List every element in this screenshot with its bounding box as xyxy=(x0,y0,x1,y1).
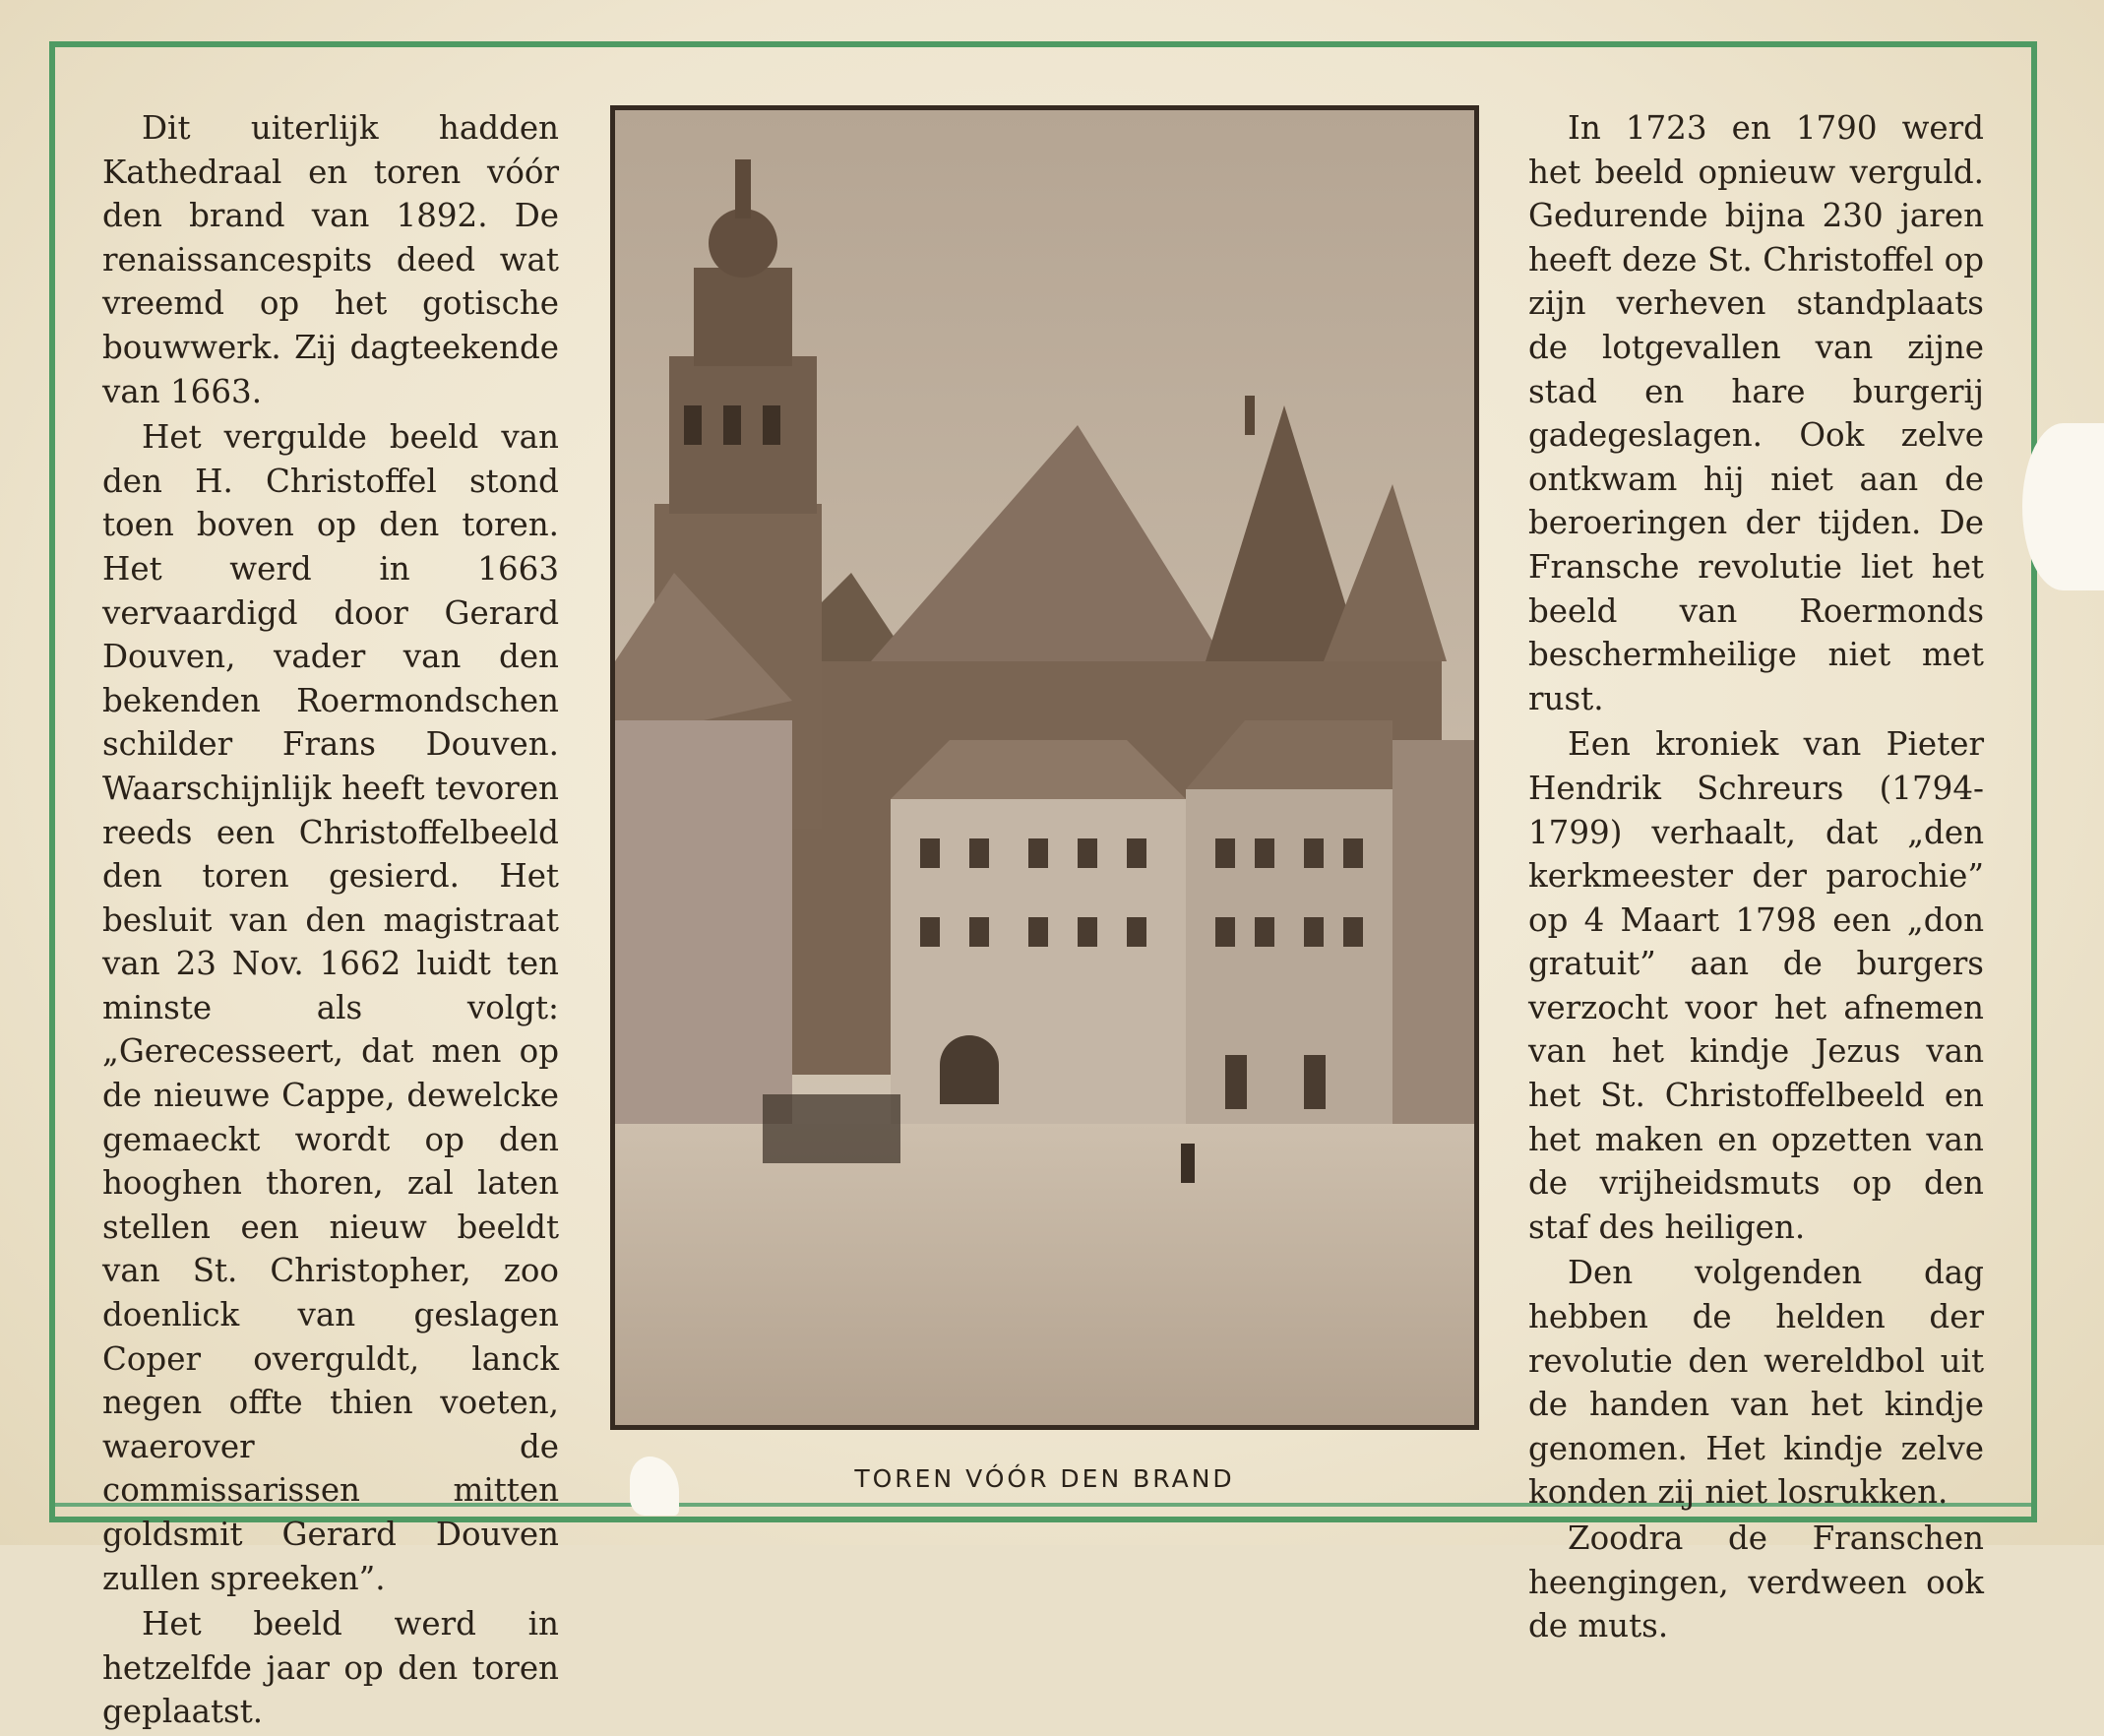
paragraph: Dit uiterlijk hadden Kathedraal en toren vóór den brand van 1892. De renaissancespits deed wat vreemd op het gotische bouwwerk. Zij dagteekende van 1663. xyxy=(102,109,559,410)
left-text-column xyxy=(102,106,559,1736)
paragraph: Den volgenden dag hebben de helden der revolutie den wereldbol uit de handen van het kindje genomen. Het kindje zelve konden zij niet losrukken. xyxy=(1528,1254,1984,1512)
paragraph: Het vergulde beeld van den H. Christoffel stond toen boven op den toren. Het werd in 1663 vervaardigd door Gerard Douven, vader van den bekenden Roermondschen schilder Frans Douven. Waarschijnlijk heeft tevoren reeds een Christoffelbeeld den toren gesierd. Het besluit van den magistraat van 23 Nov. 1662 luidt ten minste als volgt: „Gerecesseert, dat men op de nieuwe Cappe, dewelcke gemaeckt wordt op den hooghen thoren, zal laten stellen een nieuw beeldt van St. Christopher, zoo doenlick van geslagen Coper overguldt, lanck negen offte thien voeten, waerover de commissarissen mitten goldsmit Gerard Douven zullen spreeken”. xyxy=(102,418,559,1597)
paragraph: In 1723 en 1790 werd het beeld opnieuw verguld. Gedurende bijna 230 jaren heeft deze St. Christoffel op zijn verheven standplaats de lotgevallen van zijne stad en hare burgerij gadegeslagen. Ook zelve ontkwam hij niet aan de beroeringen der tijden. De Fransche revolutie liet het beeld van Roermonds beschermheilige niet met rust. xyxy=(1528,109,1984,717)
paragraph: Een kroniek van Pieter Hendrik Schreurs (1794-1799) verhaalt, dat „den kerkmeester der parochie” op 4 Maart 1798 een „don gratuit” aan de burgers verzocht voor het afnemen van het kindje Jezus van het St. Christoffelbeeld en het maken en opzetten van de vrijheidsmuts op den staf des heiligen. xyxy=(1528,725,1984,1246)
paragraph: Zoodra de Franschen heengingen, verdween ook de muts. xyxy=(1528,1519,1984,1645)
right-text-column xyxy=(1528,106,1984,1650)
paper-tear xyxy=(2022,423,2104,590)
cathedral-photo xyxy=(610,105,1479,1430)
paragraph: Het beeld werd in hetzelfde jaar op den toren geplaatst. xyxy=(102,1605,559,1731)
cathedral-photo-illustration xyxy=(615,110,1474,1425)
photo-caption: TOREN VÓÓR DEN BRAND xyxy=(854,1464,1235,1493)
